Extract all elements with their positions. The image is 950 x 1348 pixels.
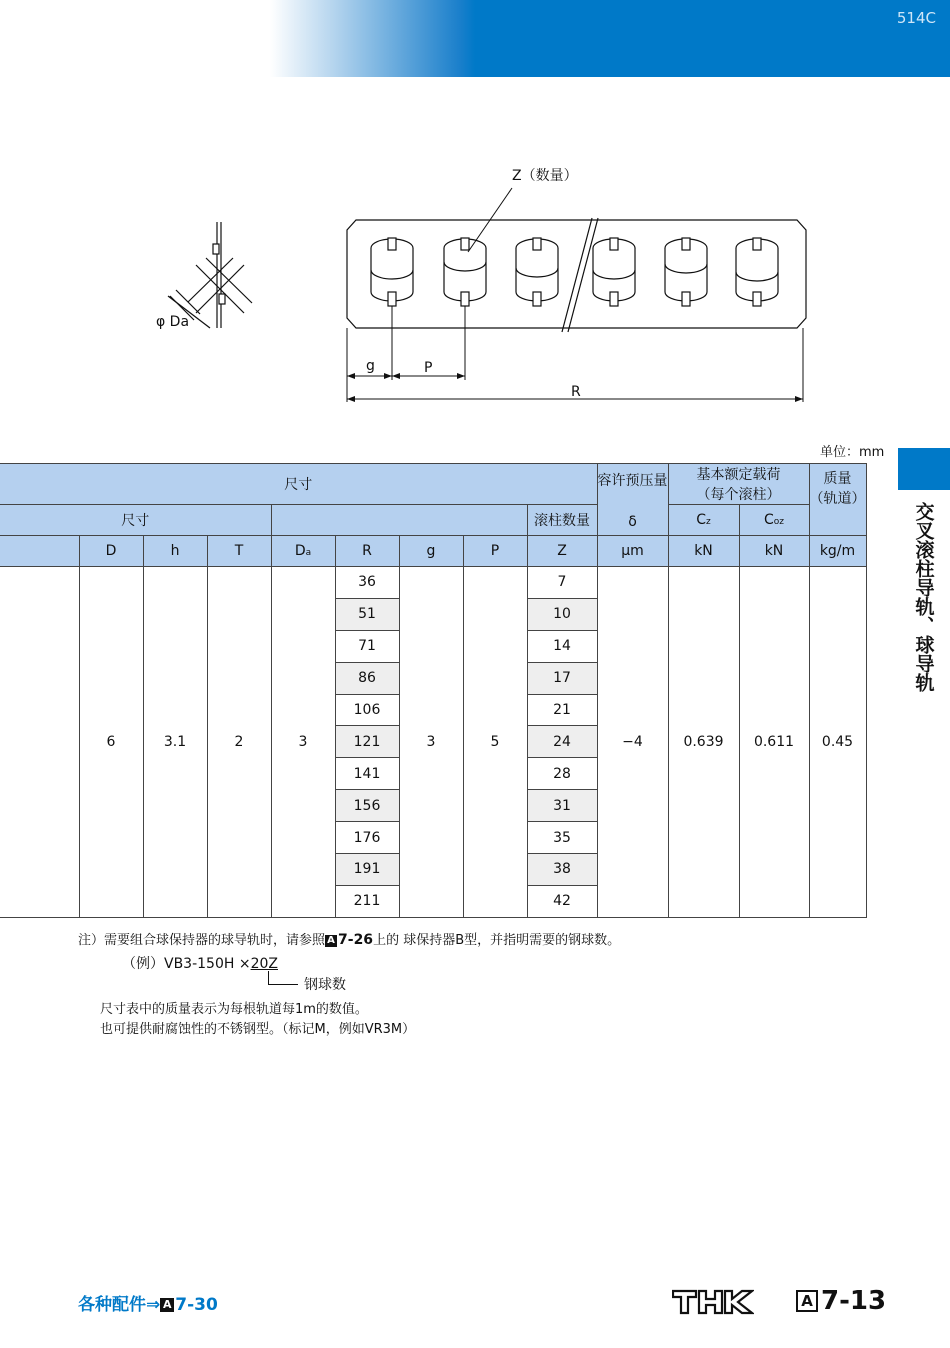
header-coz-subscript: oz xyxy=(773,517,784,527)
unit-label: 单位：mm xyxy=(820,445,885,460)
cell-g: 3 xyxy=(399,567,463,918)
da-label: φ Da xyxy=(156,314,190,330)
header-col-d: D xyxy=(79,536,143,567)
thk-logo-mark xyxy=(672,1289,754,1315)
example-label: 钢球数 xyxy=(304,977,346,993)
cell-t: 2 xyxy=(207,567,271,918)
cell-preload: −4 xyxy=(597,567,668,918)
cell-z: 17 xyxy=(527,662,597,694)
footer-accessories-link[interactable] xyxy=(78,1290,218,1315)
spec-table xyxy=(0,463,867,918)
note-2: 尺寸表中的质量表示为每根轨道每1m的数值。 xyxy=(100,1002,368,1017)
cell-r: 106 xyxy=(335,694,399,726)
ref-mark-icon: A xyxy=(325,935,337,947)
header-load xyxy=(668,464,809,505)
rollers xyxy=(371,238,778,306)
cell-z: 7 xyxy=(527,567,597,599)
cell-h: 3.1 xyxy=(143,567,207,918)
header-col-empty xyxy=(0,536,79,567)
cage-diagram xyxy=(0,140,950,440)
cell-z: 28 xyxy=(527,758,597,790)
cell-z: 10 xyxy=(527,598,597,630)
header-row-1 xyxy=(0,464,866,505)
cell-z: 38 xyxy=(527,854,597,886)
cell-r: 86 xyxy=(335,662,399,694)
cell-p: 5 xyxy=(463,567,527,918)
header-cage-dims xyxy=(271,505,527,536)
cell-coz: 0.611 xyxy=(739,567,809,918)
side-tab-marker xyxy=(898,448,950,490)
header-col-h: h xyxy=(143,536,207,567)
header-coz-unit: kN xyxy=(739,536,809,567)
cell-z: 21 xyxy=(527,694,597,726)
header-cz-unit: kN xyxy=(668,536,739,567)
r-label: R xyxy=(571,384,581,400)
p-label: P xyxy=(424,360,433,376)
header-row-2 xyxy=(0,505,866,536)
cell-r: 211 xyxy=(335,885,399,917)
cell-model xyxy=(0,567,79,918)
header-col-da-subscript: a xyxy=(305,548,312,558)
cage-drawing xyxy=(0,140,950,440)
header-preload xyxy=(597,464,668,536)
notes-additional xyxy=(100,1000,415,1040)
cell-z: 24 xyxy=(527,726,597,758)
header-col-g: g xyxy=(399,536,463,567)
cell-r: 36 xyxy=(335,567,399,599)
side-section-label: 交叉滚柱导轨、球导轨 xyxy=(912,502,935,692)
header-preload-label: 容许预压量 xyxy=(597,472,668,489)
header-mass-label: 质量 xyxy=(823,471,852,487)
header-col-da-symbol: D xyxy=(294,543,306,559)
g-label: g xyxy=(366,358,375,374)
header-col-p: P xyxy=(463,536,527,567)
header-cz-subscript: z xyxy=(706,517,711,527)
header-cz xyxy=(668,505,739,536)
cell-r: 51 xyxy=(335,598,399,630)
header-roller-count: 滚柱数量 xyxy=(527,505,597,536)
notes xyxy=(78,929,620,952)
table-row xyxy=(0,567,866,599)
header-col-r: R xyxy=(335,536,399,567)
footer-link-ref: 7-30 xyxy=(175,1295,218,1315)
note-3: 也可提供耐腐蚀性的不锈钢型。（标记M，例如VR3M） xyxy=(100,1022,416,1037)
header-dimensions: 尺寸 xyxy=(0,464,597,505)
cell-da: 3 xyxy=(271,567,335,918)
header-col-z: Z xyxy=(527,536,597,567)
header-band xyxy=(270,0,950,77)
note-1 xyxy=(78,929,620,952)
page-number xyxy=(796,1286,886,1316)
header-mass-sub: （轨道） xyxy=(809,491,866,507)
cell-z: 14 xyxy=(527,630,597,662)
cell-r: 71 xyxy=(335,630,399,662)
page-number-value: 7-13 xyxy=(821,1286,887,1316)
cell-z: 31 xyxy=(527,790,597,822)
note-1-ref-link[interactable]: 7-26 xyxy=(338,932,374,948)
z-label: Z（数量） xyxy=(512,168,578,184)
header-dims-sub: 尺寸 xyxy=(0,505,271,536)
example-line xyxy=(122,953,278,973)
cell-r: 121 xyxy=(335,726,399,758)
header-mass-unit: kg/m xyxy=(809,536,866,567)
cell-z: 35 xyxy=(527,822,597,854)
cell-r: 191 xyxy=(335,854,399,886)
header-preload-symbol: δ xyxy=(628,513,637,530)
header-col-t: T xyxy=(207,536,271,567)
cell-r: 141 xyxy=(335,758,399,790)
page-code: 514C xyxy=(896,9,936,27)
example-bracket xyxy=(268,971,298,985)
note-1-text-end: 上的 球保持器B型，并指明需要的钢球数。 xyxy=(373,933,621,948)
cell-z: 42 xyxy=(527,885,597,917)
cell-mass: 0.45 xyxy=(809,567,866,918)
break-line xyxy=(562,218,592,332)
example-ball-count: 20Z xyxy=(250,956,278,972)
page-mark-icon: A xyxy=(796,1290,818,1312)
side-view xyxy=(168,222,252,328)
thk-logo xyxy=(672,1289,754,1319)
header-col-da xyxy=(271,536,335,567)
header-preload-unit: μm xyxy=(597,536,668,567)
header-load-label: 基本额定载荷 xyxy=(696,467,781,483)
header-row-3 xyxy=(0,536,866,567)
ref-mark-icon: A xyxy=(160,1298,174,1312)
example-text: （例）VB3-150H × xyxy=(122,956,251,972)
header-coz xyxy=(739,505,809,536)
header-coz-symbol: C xyxy=(763,512,774,528)
header-cz-symbol: C xyxy=(696,512,707,528)
cell-r: 156 xyxy=(335,790,399,822)
cell-cz: 0.639 xyxy=(668,567,739,918)
header-load-sub: （每个滚柱） xyxy=(696,487,781,503)
cell-d: 6 xyxy=(79,567,143,918)
cell-r: 176 xyxy=(335,822,399,854)
header-mass xyxy=(809,464,866,536)
note-1-text: 注）需要组合球保持器的球导轨时，请参照 xyxy=(78,933,326,948)
footer-link-text: 各种配件⇒ xyxy=(78,1295,161,1315)
